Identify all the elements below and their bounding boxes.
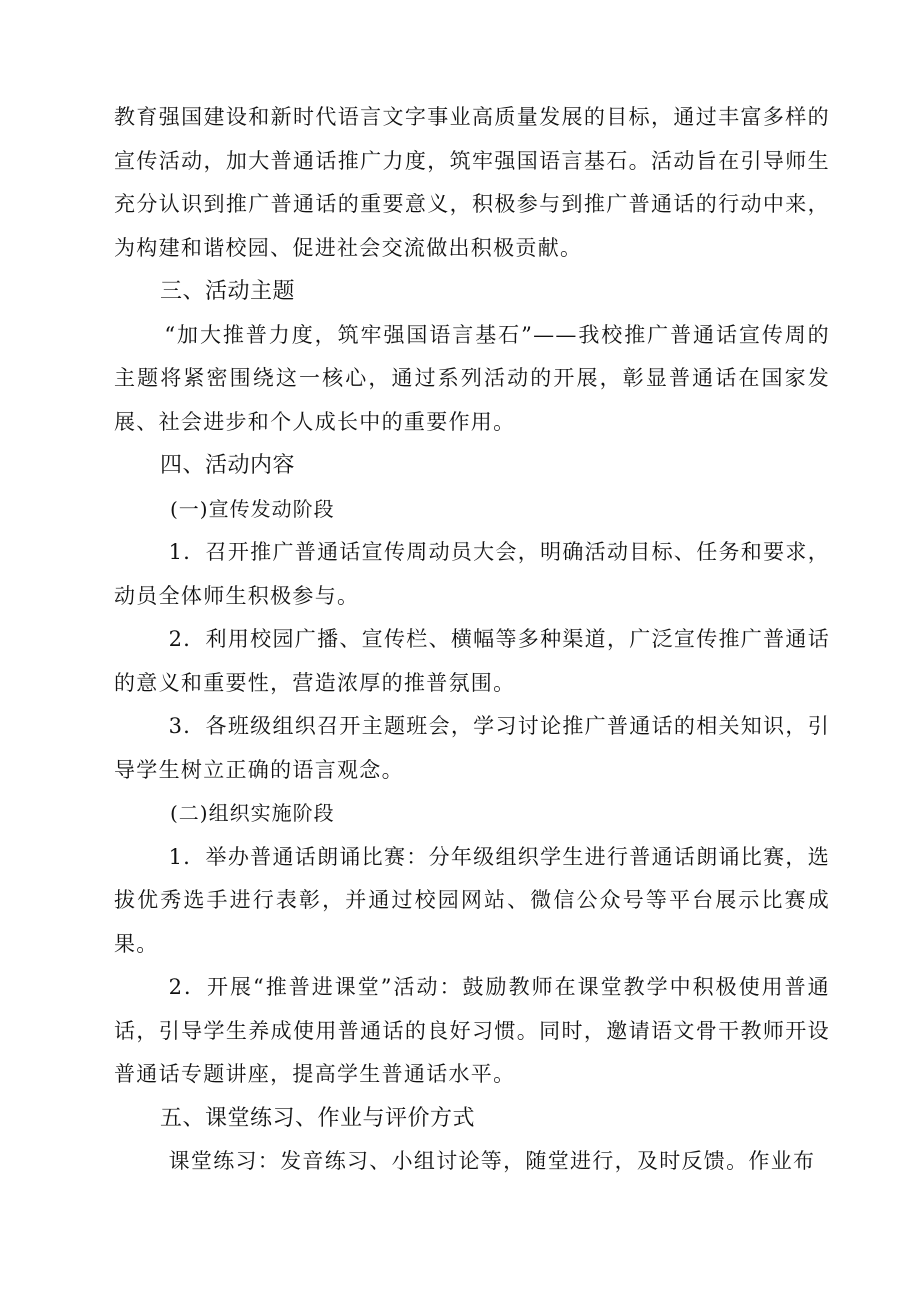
- section-heading-theme: 三、活动主题: [160, 279, 296, 304]
- subheading-implementation-stage: (二)组织实施阶段: [170, 801, 335, 825]
- section-heading-content: 四、活动内容: [160, 453, 296, 478]
- theme-paragraph: “加大推普力度，筑牢强国语言基石”——我校推广普通话宣传周的主题将紧密围绕这一核心，通过系列活动的开展，彰显普通话在国家发展、社会进步和个人成长中的重要作用。: [114, 322, 830, 434]
- implementation-item-1: 1．举办普通话朗诵比赛：分年级组织学生进行普通话朗诵比赛，选拔优秀选手进行表彰，并通过校园网站、微信公众号等平台展示比赛成果。: [114, 844, 830, 956]
- intro-paragraph: 教育强国建设和新时代语言文字事业高质量发展的目标，通过丰富多样的宣传活动，加大普通话推广力度，筑牢强国语言基石。活动旨在引导师生充分认识到推广普通话的重要意义，积极参与到推广普通话的行动中来，为构建和谐校园、促进社会交流做出积极贡献。: [114, 105, 830, 260]
- publicity-item-3: 3．各班级组织召开主题班会，学习讨论推广普通话的相关知识，引导学生树立正确的语言观念。: [114, 714, 830, 782]
- section-heading-practice: 五、课堂练习、作业与评价方式: [160, 1105, 476, 1131]
- publicity-item-1: 1．召开推广普通话宣传周动员大会，明确活动目标、任务和要求，动员全体师生积极参与。: [114, 540, 830, 608]
- implementation-item-2: 2．开展“推普进课堂”活动：鼓励教师在课堂教学中积极使用普通话，引导学生养成使用普通话的良好习惯。同时，邀请语文骨干教师开设普通话专题讲座，提高学生普通话水平。: [114, 975, 830, 1086]
- publicity-item-2: 2．利用校园广播、宣传栏、横幅等多种渠道，广泛宣传推广普通话的意义和重要性，营造浓厚的推普氛围。: [114, 627, 830, 695]
- practice-paragraph: 课堂练习：发音练习、小组讨论等，随堂进行，及时反馈。作业布: [168, 1149, 816, 1173]
- subheading-publicity-stage: (一)宣传发动阶段: [170, 496, 335, 521]
